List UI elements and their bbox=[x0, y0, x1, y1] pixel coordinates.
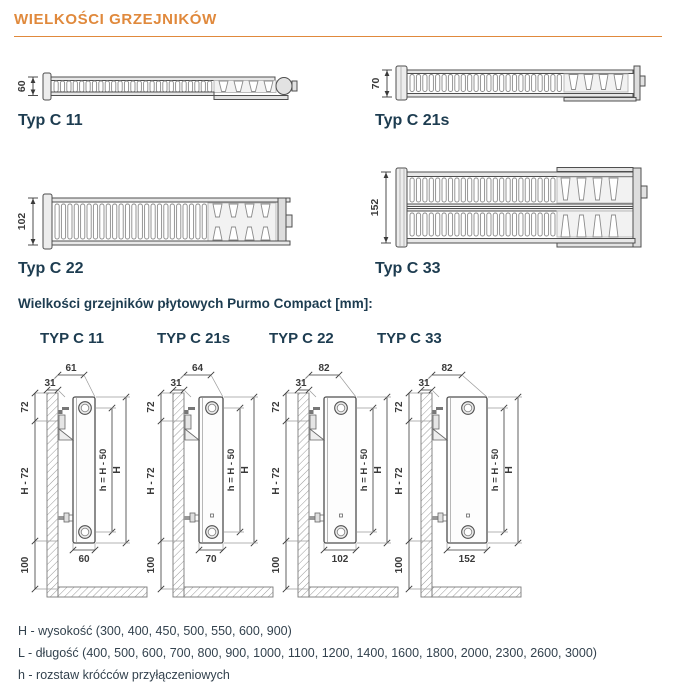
dim-port-spacing-2: h = H - 50 bbox=[359, 448, 370, 492]
wall-hatch bbox=[298, 393, 309, 597]
cross-section-label-c22: Typ C 22 bbox=[18, 260, 84, 277]
cross-section-label-c33: Typ C 33 bbox=[375, 260, 441, 277]
dim-mid-span-0: H - 72 bbox=[20, 467, 31, 495]
radiator-body bbox=[447, 397, 487, 543]
dim-top-clearance-0: 72 bbox=[20, 401, 31, 413]
dim-top-clearance-2: 72 bbox=[271, 401, 282, 413]
dim-port-spacing-3: h = H - 50 bbox=[490, 448, 501, 492]
dim-height-2: H bbox=[372, 466, 384, 474]
dim-depth-bottom-2: 102 bbox=[331, 554, 349, 565]
dim-wall-offset-0: 31 bbox=[44, 378, 56, 389]
radiator-body bbox=[324, 397, 356, 543]
dimension-top bbox=[295, 363, 356, 397]
height-dimension bbox=[16, 77, 38, 96]
dim-depth-bottom-3: 152 bbox=[458, 554, 476, 565]
valve bbox=[309, 513, 324, 522]
valve bbox=[432, 513, 447, 522]
dim-bottom-clearance-3: 100 bbox=[394, 556, 405, 574]
dim-top-clearance-1: 72 bbox=[146, 401, 157, 413]
dim-top-clearance-3: 72 bbox=[394, 401, 405, 413]
wall-bracket bbox=[433, 407, 448, 440]
radiator-profile-c22 bbox=[43, 194, 292, 249]
dim-height-0: H bbox=[111, 466, 123, 474]
height-dimension bbox=[369, 172, 391, 243]
dimension-depth-bottom bbox=[70, 543, 98, 565]
legend-length: L - długość (400, 500, 600, 700, 800, 900, 1000, 1100, 1200, 1400, 1600, 1800, 2000, 2300, 2600, 3000) bbox=[18, 646, 597, 660]
c22-height-dim: 102 bbox=[16, 212, 28, 231]
dim-height-3: H bbox=[503, 466, 515, 474]
dimensions-heading: Wielkości grzejników płytowych Purmo Compact [mm]: bbox=[18, 296, 373, 311]
dim-depth-total-2: 82 bbox=[318, 363, 330, 374]
side-view-c22-drawing bbox=[266, 356, 402, 606]
dim-mid-span-1: H - 72 bbox=[146, 467, 157, 495]
dim-height-1: H bbox=[239, 466, 251, 474]
wall-hatch bbox=[47, 393, 58, 597]
type-column-title-c21s: TYP C 21s bbox=[157, 330, 231, 347]
c21s-height-dim: 70 bbox=[370, 77, 382, 90]
cross-section-c33-drawing bbox=[370, 158, 668, 256]
dim-depth-bottom-1: 70 bbox=[205, 554, 217, 565]
wall-bracket bbox=[185, 407, 200, 440]
c33-height-dim: 152 bbox=[369, 198, 381, 217]
radiator-profile-c11 bbox=[43, 73, 297, 100]
type-column-title-c33: TYP C 33 bbox=[377, 330, 442, 347]
dimension-depth-bottom bbox=[444, 543, 490, 565]
floor-hatch bbox=[184, 587, 273, 597]
c11-height-dim: 60 bbox=[16, 80, 28, 93]
dim-depth-total-0: 61 bbox=[65, 363, 77, 374]
dimension-depth-bottom bbox=[196, 543, 226, 565]
dim-depth-total-1: 64 bbox=[191, 363, 204, 374]
dim-mid-span-2: H - 72 bbox=[271, 467, 282, 495]
type-column-title-c11: TYP C 11 bbox=[40, 330, 104, 347]
cross-section-label-c21s: Typ C 21s bbox=[375, 112, 450, 129]
dim-bottom-clearance-2: 100 bbox=[271, 556, 282, 574]
height-dimension bbox=[16, 198, 38, 245]
legend-height: H - wysokość (300, 400, 450, 500, 550, 600, 900) bbox=[18, 624, 292, 638]
dim-wall-offset-3: 31 bbox=[418, 378, 430, 389]
cross-section-c22-drawing bbox=[18, 190, 313, 270]
dimension-top bbox=[418, 363, 487, 397]
page-title: WIELKOŚCI GRZEJNIKÓW bbox=[14, 11, 217, 28]
header-rule bbox=[14, 36, 662, 37]
dimension-top bbox=[170, 363, 223, 397]
side-view-c33-drawing bbox=[389, 356, 525, 606]
wall-hatch bbox=[173, 393, 184, 597]
dimension-depth-bottom bbox=[321, 543, 359, 565]
wall-hatch bbox=[421, 393, 432, 597]
radiator-body bbox=[199, 397, 223, 543]
dimension-top bbox=[44, 363, 95, 397]
dim-depth-total-3: 82 bbox=[441, 363, 453, 374]
dim-port-spacing-0: h = H - 50 bbox=[98, 448, 109, 492]
cross-section-label-c11: Typ C 11 bbox=[18, 112, 83, 129]
floor-hatch bbox=[58, 587, 147, 597]
dim-mid-span-3: H - 72 bbox=[394, 467, 405, 495]
wall-bracket bbox=[59, 407, 74, 440]
side-view-c11-drawing bbox=[15, 356, 151, 606]
floor-hatch bbox=[432, 587, 521, 597]
dim-wall-offset-1: 31 bbox=[170, 378, 182, 389]
dim-bottom-clearance-1: 100 bbox=[146, 556, 157, 574]
type-column-title-c22: TYP C 22 bbox=[269, 330, 334, 347]
dim-depth-bottom-0: 60 bbox=[78, 554, 90, 565]
valve bbox=[184, 513, 199, 522]
dim-port-spacing-1: h = H - 50 bbox=[226, 448, 237, 492]
radiator-profile-c33 bbox=[396, 168, 647, 248]
wall-bracket bbox=[310, 407, 325, 440]
floor-hatch bbox=[309, 587, 398, 597]
dim-wall-offset-2: 31 bbox=[295, 378, 307, 389]
side-view-c21s-drawing bbox=[141, 356, 277, 606]
height-dimension bbox=[370, 70, 392, 97]
legend-port-pitch: h - rozstaw króćców przyłączeniowych bbox=[18, 668, 230, 682]
dim-bottom-clearance-0: 100 bbox=[20, 556, 31, 574]
radiator-body bbox=[73, 397, 95, 543]
valve bbox=[58, 513, 73, 522]
radiator-profile-c21s bbox=[396, 66, 645, 101]
